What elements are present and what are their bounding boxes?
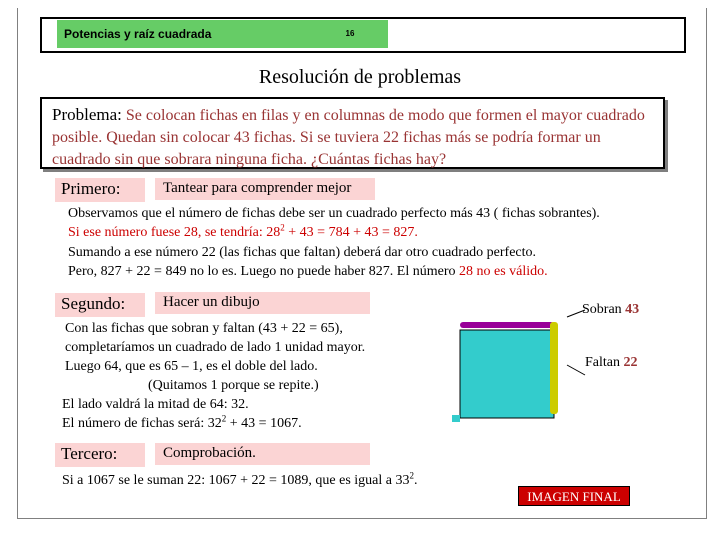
step3-line1-b: .: [413, 473, 418, 488]
step3-tag: Comprobación.: [155, 443, 370, 465]
page-title: Resolución de problemas: [258, 66, 462, 88]
page-number: 16: [312, 20, 388, 48]
step3-label: Tercero:: [55, 443, 145, 467]
step3-line1-exp: 2: [409, 470, 414, 481]
header-title: Potencias y raíz cuadrada: [57, 20, 312, 48]
sobran-note: [582, 302, 639, 318]
step1-line3: Sumando a ese número 22 (las fichas que faltan) deberá dar otro cuadrado perfecto.: [68, 245, 537, 260]
faltan-arrow: [567, 365, 585, 375]
step2-line6-a: El número de fichas será: 32: [62, 416, 222, 431]
step1-line1: Observamos que el número de fichas debe ser un cuadrado perfecto más 43 ( fichas sobrantes).: [68, 206, 600, 221]
step1-label: Primero:: [55, 178, 145, 202]
figure-arrows: [455, 305, 595, 425]
step2-line4: (Quitamos 1 porque se repite.): [148, 378, 319, 393]
step2-line6-b: + 43 = 1067.: [226, 416, 302, 431]
step3-line1: [62, 472, 417, 490]
step2-line6: [62, 415, 302, 433]
step1-line4-a: Pero, 827 + 22 = 849 no lo es.: [68, 264, 238, 279]
step1-line2-b: + 43 = 784 + 43 = 827.: [284, 225, 418, 240]
step2-tag: Hacer un dibujo: [155, 292, 370, 314]
problem-label: Problema:: [52, 105, 122, 124]
faltan-note: [585, 355, 638, 371]
step2-line2: completaríamos un cuadrado de lado 1 unidad mayor.: [65, 340, 366, 355]
step3-line1-a: Si a 1067 se le suman 22: 1067 + 22 = 1089, que es igual a 33: [62, 473, 410, 488]
sobran-number: 43: [625, 302, 640, 317]
sobran-label: Sobran: [582, 302, 626, 317]
final-image-button[interactable]: IMAGEN FINAL: [518, 486, 630, 506]
faltan-label: Faltan: [585, 355, 624, 370]
step2-label: Segundo:: [55, 293, 145, 317]
step1-line2: [68, 224, 418, 242]
step1-line4-b: Luego no puede haber 827. El número: [240, 264, 460, 279]
problem-box: [40, 97, 665, 169]
step1-line4-c: 28 no es válido.: [459, 264, 548, 279]
step2-line6-exp: 2: [221, 413, 227, 424]
step2-line1: Con las fichas que sobran y faltan (43 + 22 = 65),: [65, 321, 343, 336]
step2-line3: Luego 64, que es 65 – 1, es el doble del lado.: [65, 359, 318, 374]
step1-tag: Tantear para comprender mejor: [155, 178, 375, 200]
faltan-number: 22: [623, 355, 638, 370]
step1-line4: [68, 263, 548, 281]
step1-line2-exp: 2: [280, 222, 285, 233]
problem-text: Se colocan fichas en filas y en columnas de modo que formen el mayor cuadrado posible. Quedan sin colocar 43 fichas. Si se tuviera 22 fichas más se podría formar un cuadrado sin que sobrara ninguna ficha. ¿Cuántas fichas hay?: [52, 107, 645, 168]
step1-line2-a: Si ese número fuese 28, se tendría: 28: [68, 225, 281, 240]
step2-line5: El lado valdrá la mitad de 64: 32.: [62, 397, 249, 412]
